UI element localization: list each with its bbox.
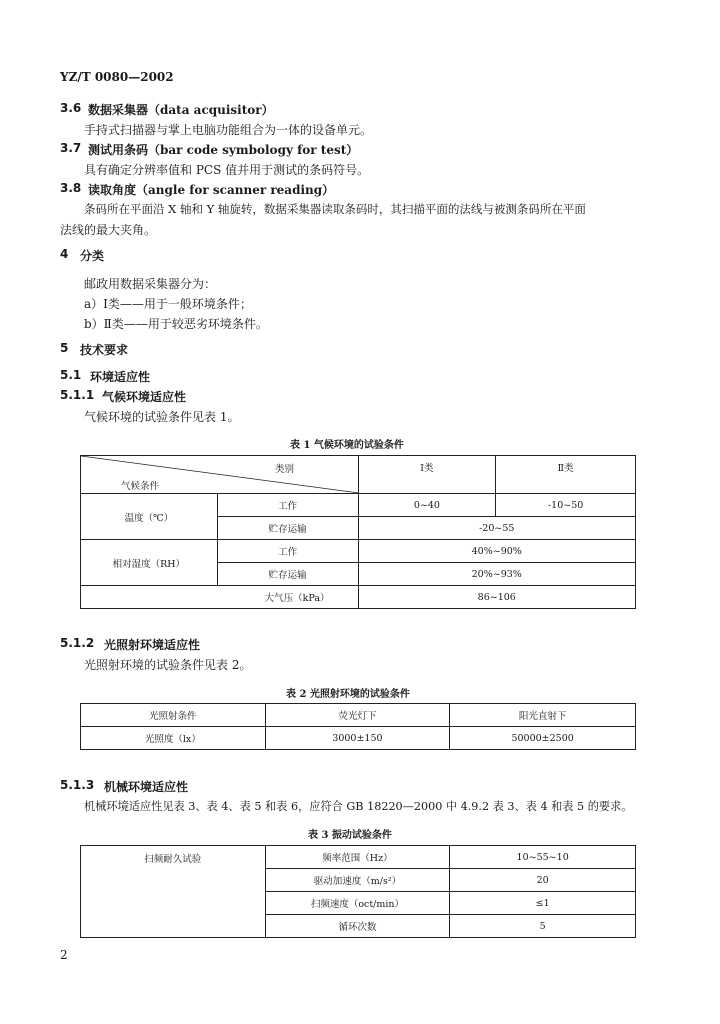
section-5-1-2-number: 5.1.2 <box>60 636 95 650</box>
table3-row-label: 循环次数 <box>265 915 450 938</box>
table1-caption: 表 1 气候环境的试验条件 <box>290 440 404 451</box>
table2-header-fluorescent: 荧光灯下 <box>265 704 450 727</box>
section-5-1-2-body: 光照射环境的试验条件见表 2。 <box>84 658 252 672</box>
table2-illuminance-label: 光照度（lx） <box>81 727 266 750</box>
table1-temp-storage-label: 贮存运输 <box>217 517 358 540</box>
section-5-title: 技术要求 <box>80 343 129 357</box>
section-3-8-title: 读取角度（angle for scanner reading） <box>88 183 335 197</box>
table1-rh-storage-value: 20%~93% <box>358 563 636 586</box>
table1-diagonal-header <box>81 456 359 494</box>
section-3-7-title: 测试用条码（bar code symbology for test） <box>88 143 359 157</box>
section-5-1-title: 环境适应性 <box>90 370 151 384</box>
table3-row-label: 驱动加速度（m/s²） <box>265 869 450 892</box>
table1-temp-storage-value: -20~55 <box>358 517 636 540</box>
table1 <box>80 455 636 609</box>
section-4-intro: 邮政用数据采集器分为： <box>84 277 217 291</box>
table1-temp-work-label: 工作 <box>217 494 358 517</box>
section-5-1-1-title: 气候环境适应性 <box>102 390 187 404</box>
table3-row-label: 扫频速度（oct/min） <box>265 892 450 915</box>
table3-row-value: 5 <box>450 915 636 938</box>
table3-row-value: 20 <box>450 869 636 892</box>
table2-caption: 表 2 光照射环境的试验条件 <box>286 689 410 700</box>
section-4-item-b: b）Ⅱ类——用于较恶劣环境条件。 <box>84 317 268 331</box>
table3-caption: 表 3 振动试验条件 <box>308 830 392 841</box>
table3 <box>80 845 636 938</box>
section-4-number: 4 <box>60 247 69 261</box>
section-5-1-3-title: 机械环境适应性 <box>104 780 189 794</box>
table1-col1-header: Ⅰ类 <box>358 456 496 494</box>
document-id: YZ/T 0080—2002 <box>60 70 174 84</box>
table2-header-condition: 光照射条件 <box>81 704 266 727</box>
section-4-item-a: a）Ⅰ类——用于一般环境条件； <box>84 297 252 311</box>
section-4-title: 分类 <box>80 249 105 263</box>
table1-diag-top-label: 类别 <box>275 464 295 475</box>
page-number: 2 <box>60 948 68 962</box>
table2-illuminance-sunlight: 50000±2500 <box>450 727 636 750</box>
section-5-1-number: 5.1 <box>60 368 82 382</box>
section-5-1-3-number: 5.1.3 <box>60 778 95 792</box>
section-5-1-2-title: 光照射环境适应性 <box>104 638 201 652</box>
table1-temp-work-2: -10~50 <box>496 494 636 517</box>
table1-diag-bottom-label: 气候条件 <box>121 481 160 492</box>
table1-temp-label: 温度（℃） <box>81 494 218 540</box>
table1-rh-work-label: 工作 <box>217 540 358 563</box>
section-3-7-number: 3.7 <box>60 141 82 155</box>
table2-header-sunlight: 阳光直射下 <box>450 704 636 727</box>
table1-temp-work-1: 0~40 <box>358 494 496 517</box>
section-3-6-body: 手持式扫描器与掌上电脑功能组合为一体的设备单元。 <box>84 123 373 137</box>
section-5-number: 5 <box>60 341 69 355</box>
section-3-6-number: 3.6 <box>60 101 82 115</box>
table3-row-value: 10~55~10 <box>450 846 636 869</box>
table2 <box>80 703 636 750</box>
section-3-7-body: 具有确定分辨率值和 PCS 值并用于测试的条码符号。 <box>84 163 370 177</box>
table3-group-label: 扫频耐久试验 <box>81 846 266 938</box>
table1-rh-label: 相对湿度（RH） <box>81 540 218 586</box>
table1-rh-work-value: 40%~90% <box>358 540 636 563</box>
section-5-1-1-number: 5.1.1 <box>60 388 95 402</box>
table2-illuminance-fluorescent: 3000±150 <box>265 727 450 750</box>
table3-row-value: ≤1 <box>450 892 636 915</box>
section-5-1-3-body: 机械环境适应性见表 3、表 4、表 5 和表 6，应符合 GB 18220—2000 中 4.9.2 表 3、表 4 和表 5 的要求。 <box>84 800 633 813</box>
section-3-8-body-line2: 法线的最大夹角。 <box>60 223 157 237</box>
table1-col2-header: Ⅱ类 <box>496 456 636 494</box>
section-3-8-number: 3.8 <box>60 181 82 195</box>
section-3-6-title: 数据采集器（data acquisitor） <box>88 103 274 117</box>
table1-pressure-value: 86~106 <box>358 586 636 609</box>
table1-rh-storage-label: 贮存运输 <box>217 563 358 586</box>
section-5-1-1-body: 气候环境的试验条件见表 1。 <box>84 410 240 424</box>
table3-row-label: 频率范围（Hz） <box>265 846 450 869</box>
table1-pressure-label: 大气压（kPa） <box>81 586 359 609</box>
section-3-8-body-line1: 条码所在平面沿 X 轴和 Y 轴旋转，数据采集器读取条码时，其扫描平面的法线与被测条码所在平面 <box>84 202 586 216</box>
